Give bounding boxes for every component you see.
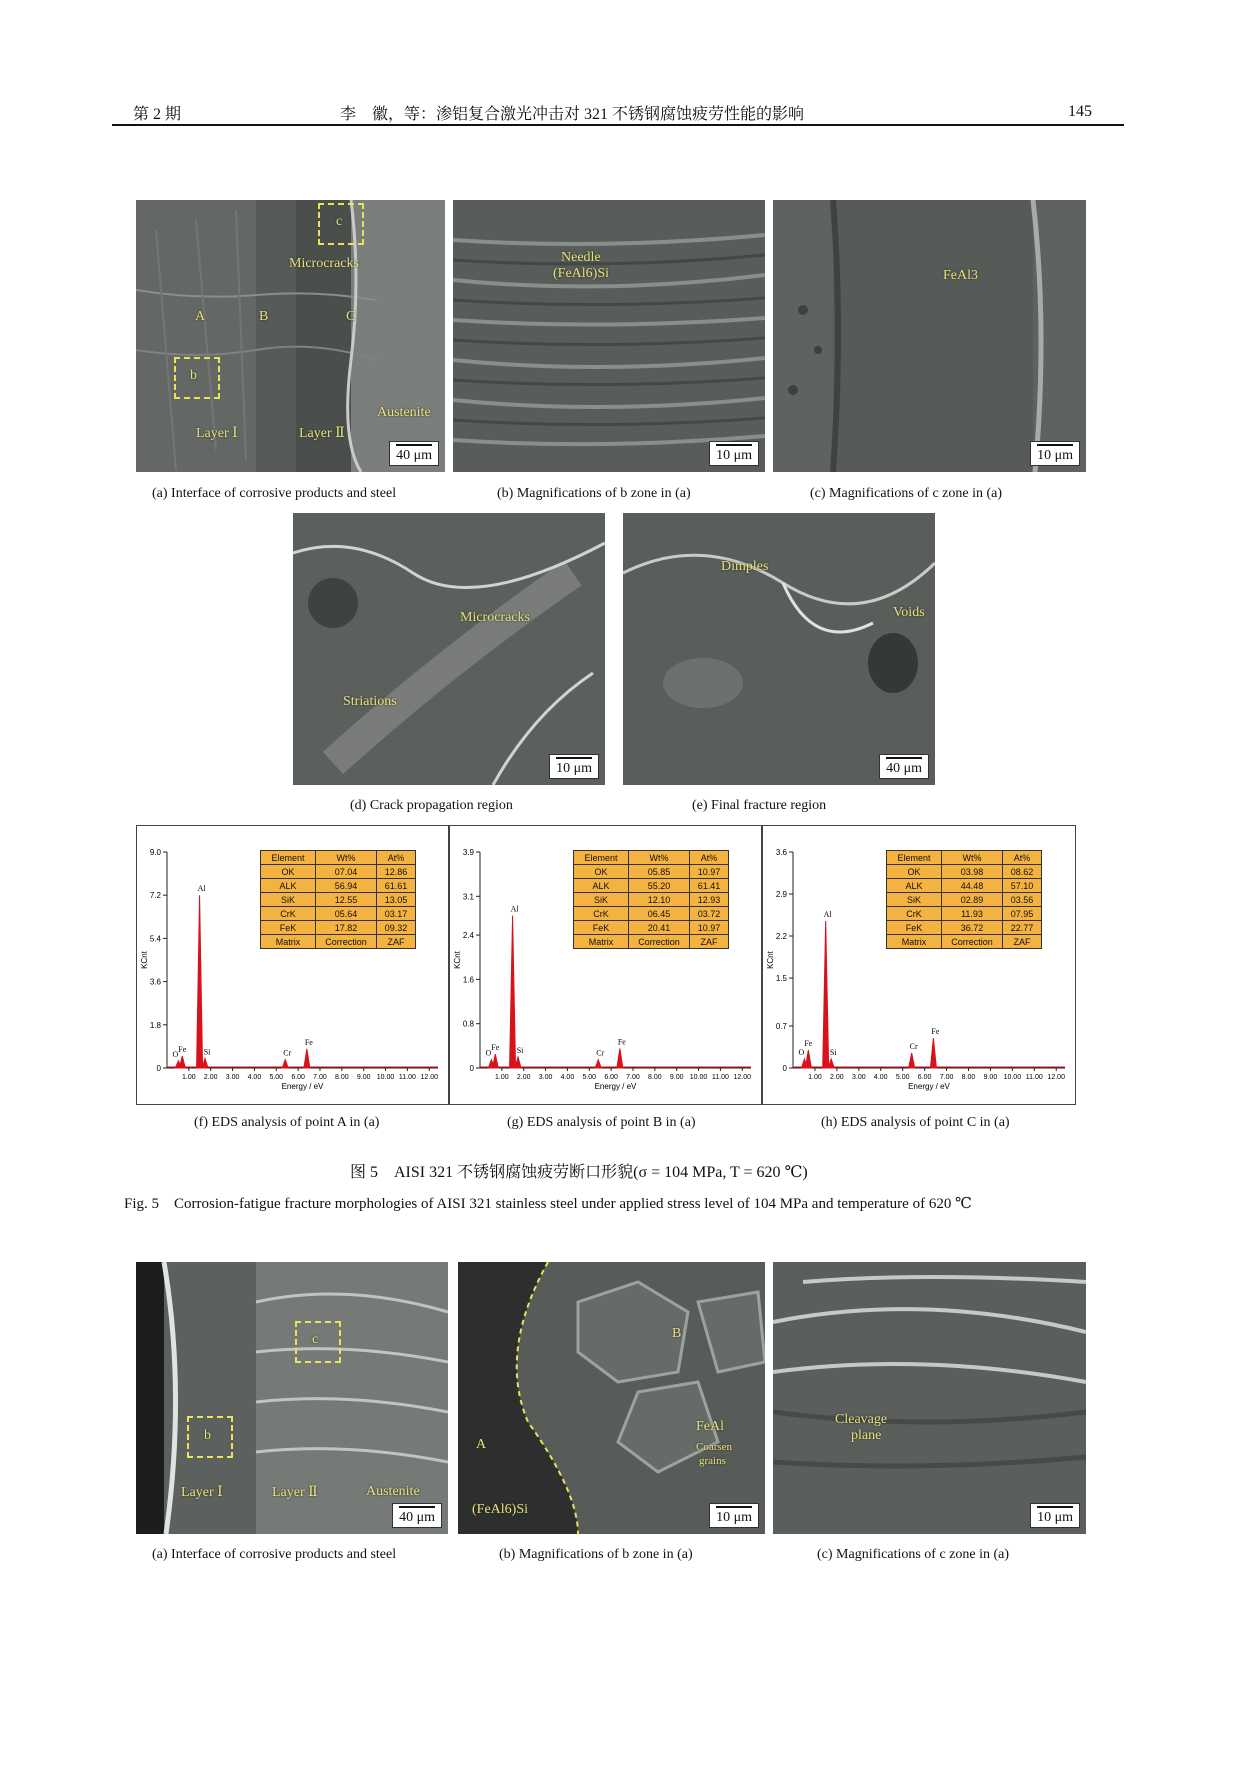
- peak-label: Al: [197, 884, 206, 894]
- x-tick-label: 9.00: [669, 1074, 684, 1081]
- header-rule: [112, 124, 1124, 126]
- table-row: [887, 935, 1042, 949]
- table-cell: Matrix: [261, 935, 316, 949]
- figure-5-caption-cn: 图 5 AISI 321 不锈钢腐蚀疲劳断口形貌(σ = 104 MPa, T = 620 ℃): [350, 1164, 808, 1181]
- feal6si-label: (FeAl6)Si: [472, 1502, 528, 1517]
- y-tick-label: 7.2: [149, 891, 161, 901]
- scale-bar: 10 μm: [709, 441, 759, 466]
- y-axis-label: KCnt: [766, 951, 775, 969]
- needle-label: Needle: [561, 250, 601, 265]
- table-cell: 12.86: [377, 865, 416, 879]
- peak-label: Fe: [931, 1027, 940, 1036]
- table-row: [574, 935, 729, 949]
- table-cell: 06.45: [629, 907, 690, 921]
- spectrum-peak: [823, 921, 829, 1068]
- x-axis-label: Energy / eV: [281, 1082, 324, 1091]
- table-cell: SiK: [887, 893, 942, 907]
- table-cell: ALK: [574, 879, 629, 893]
- point-a-label: A: [476, 1437, 487, 1452]
- point-b-label: B: [259, 309, 269, 324]
- sem-image-5e: [623, 513, 935, 785]
- table-cell: CrK: [887, 907, 942, 921]
- table-cell: ALK: [261, 879, 316, 893]
- scale-bar: 40 μm: [392, 1503, 442, 1528]
- table-cell: At%: [690, 851, 729, 865]
- scale-bar: 10 μm: [1030, 1503, 1080, 1528]
- table-cell: 02.89: [942, 893, 1003, 907]
- table-cell: FeK: [261, 921, 316, 935]
- caption-5h: (h) EDS analysis of point C in (a): [821, 1115, 1010, 1130]
- sem-image-5b: [453, 200, 765, 472]
- x-tick-label: 12.00: [1047, 1074, 1065, 1081]
- table-cell: 10.97: [690, 865, 729, 879]
- table-cell: ZAF: [1003, 935, 1042, 949]
- x-tick-label: 4.00: [873, 1074, 888, 1081]
- point-c-label: C: [346, 309, 356, 324]
- table-cell: Matrix: [574, 935, 629, 949]
- running-title: 李 徽，等：渗铝复合激光冲击对 321 不锈钢腐蚀疲劳性能的影响: [340, 106, 805, 123]
- peak-label: Fe: [617, 1037, 626, 1047]
- table-cell: 57.10: [1003, 879, 1042, 893]
- dimples-label: Dimples: [721, 559, 769, 574]
- spectrum-peak: [304, 1049, 310, 1068]
- coarsen-label: Coarsen: [696, 1441, 733, 1453]
- spectrum-peak: [179, 1056, 185, 1068]
- scale-bar: 10 μm: [549, 754, 599, 779]
- table-cell: Wt%: [629, 851, 690, 865]
- y-tick-label: 0: [469, 1064, 474, 1073]
- caption-6b: (b) Magnifications of b zone in (a): [499, 1547, 693, 1562]
- y-tick-label: 3.9: [462, 848, 474, 857]
- peak-label: O: [485, 1048, 492, 1058]
- table-row: [574, 893, 729, 907]
- table-cell: 44.48: [942, 879, 1003, 893]
- table-row: [261, 865, 416, 879]
- peak-label: Al: [823, 910, 832, 919]
- y-tick-label: 0.7: [775, 1022, 787, 1031]
- x-tick-label: 5.00: [269, 1074, 284, 1081]
- x-tick-label: 1.00: [495, 1074, 509, 1081]
- table-cell: OK: [261, 865, 316, 879]
- y-tick-label: 0: [156, 1064, 161, 1073]
- sem-image-6a: [136, 1262, 448, 1534]
- x-tick-label: 7.00: [939, 1074, 954, 1081]
- x-tick-label: 5.00: [895, 1074, 910, 1081]
- table-cell: 03.56: [1003, 893, 1042, 907]
- x-tick-label: 1.00: [182, 1074, 196, 1081]
- scale-bar: 10 μm: [709, 1503, 759, 1528]
- x-tick-label: 6.00: [604, 1074, 618, 1081]
- microcracks-label: Microcracks: [289, 256, 359, 271]
- table-cell: OK: [574, 865, 629, 879]
- table-cell: Wt%: [942, 851, 1003, 865]
- table-row: [887, 893, 1042, 907]
- table-row: [261, 851, 416, 865]
- sem-image-6c: [773, 1262, 1086, 1534]
- caption-5f: (f) EDS analysis of point A in (a): [194, 1115, 380, 1130]
- y-axis-label: KCnt: [453, 951, 462, 969]
- table-cell: 61.61: [377, 879, 416, 893]
- x-tick-label: 11.00: [1025, 1074, 1043, 1081]
- x-tick-label: 4.00: [247, 1074, 262, 1081]
- table-row: [574, 907, 729, 921]
- eds-composition-table: [260, 850, 416, 949]
- x-tick-label: 10.00: [376, 1074, 395, 1081]
- y-tick-label: 0: [782, 1064, 787, 1073]
- peak-label: Al: [510, 904, 519, 914]
- caption-5a: (a) Interface of corrosive products and steel: [152, 486, 397, 501]
- caption-5e: (e) Final fracture region: [692, 798, 827, 813]
- sem-image-6b: [458, 1262, 765, 1534]
- y-tick-label: 2.4: [462, 931, 474, 941]
- caption-5d: (d) Crack propagation region: [350, 798, 513, 813]
- y-axis-label: KCnt: [140, 951, 149, 969]
- table-cell: 36.72: [942, 921, 1003, 935]
- table-cell: 08.62: [1003, 865, 1042, 879]
- table-row: [887, 907, 1042, 921]
- x-tick-label: 10.00: [1003, 1074, 1022, 1081]
- spectrum-peak: [617, 1049, 623, 1068]
- scale-bar: 40 μm: [389, 441, 439, 466]
- table-row: [261, 921, 416, 935]
- table-row: [887, 879, 1042, 893]
- x-tick-label: 6.00: [291, 1074, 305, 1081]
- table-cell: 07.95: [1003, 907, 1042, 921]
- x-tick-label: 12.00: [733, 1074, 752, 1081]
- table-cell: 12.10: [629, 893, 690, 907]
- x-tick-label: 8.00: [335, 1074, 349, 1081]
- x-tick-label: 5.00: [582, 1074, 597, 1081]
- x-tick-label: 2.00: [203, 1074, 218, 1081]
- y-tick-label: 3.1: [462, 892, 474, 902]
- x-tick-label: 6.00: [917, 1074, 932, 1081]
- x-tick-label: 2.00: [830, 1074, 844, 1081]
- x-axis-label: Energy / eV: [594, 1082, 637, 1091]
- sem-image-5c: [773, 200, 1086, 472]
- plane-label: plane: [851, 1428, 882, 1443]
- table-cell: 61.41: [690, 879, 729, 893]
- page-number: 145: [1068, 103, 1092, 120]
- peak-label: Fe: [804, 1039, 813, 1048]
- caption-6c: (c) Magnifications of c zone in (a): [817, 1547, 1010, 1562]
- peak-label: Si: [203, 1047, 211, 1057]
- table-cell: Correction: [629, 935, 690, 949]
- x-tick-label: 11.00: [398, 1074, 416, 1081]
- layer-2-label: Layer Ⅱ: [299, 426, 345, 441]
- eds-chart-f: [136, 825, 449, 1105]
- y-tick-label: 1.8: [149, 1020, 161, 1030]
- x-tick-label: 2.00: [516, 1074, 531, 1081]
- table-cell: 20.41: [629, 921, 690, 935]
- table-cell: OK: [887, 865, 942, 879]
- table-cell: 03.98: [942, 865, 1003, 879]
- x-tick-label: 9.00: [356, 1074, 371, 1081]
- table-cell: 11.93: [942, 907, 1003, 921]
- spectrum-peak: [197, 895, 203, 1068]
- table-cell: ZAF: [690, 935, 729, 949]
- sem-image-5a: [136, 200, 445, 472]
- table-cell: 56.94: [316, 879, 377, 893]
- zone-b-label: b: [190, 368, 197, 383]
- peak-label: Fe: [491, 1043, 500, 1053]
- table-cell: 12.93: [690, 893, 729, 907]
- table-row: [887, 865, 1042, 879]
- table-cell: 09.32: [377, 921, 416, 935]
- table-cell: 05.85: [629, 865, 690, 879]
- x-tick-label: 11.00: [711, 1074, 729, 1081]
- caption-5b: (b) Magnifications of b zone in (a): [497, 486, 691, 501]
- point-a-label: A: [195, 309, 206, 324]
- spectrum-peak: [492, 1054, 498, 1068]
- table-cell: Matrix: [887, 935, 942, 949]
- table-row: [574, 921, 729, 935]
- spectrum-peak: [805, 1050, 811, 1068]
- peak-label: O: [172, 1049, 179, 1059]
- peak-label: O: [798, 1048, 805, 1057]
- eds-composition-table: [886, 850, 1042, 949]
- table-row: [574, 879, 729, 893]
- x-tick-label: 8.00: [648, 1074, 662, 1081]
- x-tick-label: 1.00: [808, 1074, 822, 1081]
- x-tick-label: 3.00: [225, 1074, 240, 1081]
- table-cell: FeK: [887, 921, 942, 935]
- figure-5-caption-en: Fig. 5 Corrosion-fatigue fracture morphologies of AISI 321 stainless steel under applied stress level of 104 MPa and temperature of 620 ℃: [124, 1196, 972, 1212]
- table-cell: 12.55: [316, 893, 377, 907]
- table-cell: Wt%: [316, 851, 377, 865]
- table-cell: Element: [574, 851, 629, 865]
- zone-c-label: c: [336, 214, 343, 229]
- issue-number: 第 2 期: [133, 106, 182, 123]
- spectrum-peak: [909, 1053, 915, 1068]
- layer-2-label: Layer Ⅱ: [272, 1485, 318, 1500]
- table-row: [261, 879, 416, 893]
- peak-label: Cr: [596, 1048, 605, 1058]
- table-cell: 03.17: [377, 907, 416, 921]
- scale-bar: 10 μm: [1030, 441, 1080, 466]
- y-tick-label: 2.9: [775, 890, 787, 899]
- peak-label: Si: [516, 1045, 524, 1055]
- caption-5c: (c) Magnifications of c zone in (a): [810, 486, 1003, 501]
- table-cell: At%: [377, 851, 416, 865]
- table-cell: 13.05: [377, 893, 416, 907]
- table-cell: Element: [261, 851, 316, 865]
- austenite-label: Austenite: [366, 1484, 420, 1499]
- eds-chart-g: [449, 825, 762, 1105]
- peak-label: Cr: [283, 1048, 292, 1058]
- x-axis-label: Energy / eV: [908, 1082, 950, 1091]
- table-cell: 10.97: [690, 921, 729, 935]
- table-cell: 05.64: [316, 907, 377, 921]
- table-cell: Correction: [316, 935, 377, 949]
- sem-image-5d: [293, 513, 605, 785]
- peak-label: Cr: [909, 1042, 918, 1051]
- table-cell: Correction: [942, 935, 1003, 949]
- table-cell: 22.77: [1003, 921, 1042, 935]
- table-row: [574, 851, 729, 865]
- table-cell: At%: [1003, 851, 1042, 865]
- zone-b-label: b: [204, 1428, 211, 1443]
- x-tick-label: 8.00: [961, 1074, 976, 1081]
- point-b-label: B: [672, 1326, 682, 1341]
- peak-label: Fe: [178, 1045, 187, 1054]
- caption-6a: (a) Interface of corrosive products and steel: [152, 1547, 397, 1562]
- table-row: [887, 921, 1042, 935]
- zone-c-label: c: [312, 1332, 319, 1347]
- eds-composition-table: [573, 850, 729, 949]
- microcracks-label: Microcracks: [460, 610, 530, 625]
- x-tick-label: 12.00: [420, 1074, 439, 1081]
- striations-label: Striations: [343, 694, 397, 709]
- table-row: [261, 893, 416, 907]
- feal-label: FeAl: [696, 1419, 724, 1434]
- table-cell: 55.20: [629, 879, 690, 893]
- y-tick-label: 3.6: [149, 977, 161, 987]
- table-row: [261, 907, 416, 921]
- peak-label: Fe: [304, 1037, 313, 1047]
- table-cell: SiK: [574, 893, 629, 907]
- zone-b-box: [174, 357, 220, 399]
- x-tick-label: 10.00: [689, 1074, 708, 1081]
- y-tick-label: 9.0: [149, 848, 161, 857]
- needle-phase-label: (FeAl6)Si: [553, 266, 609, 281]
- x-tick-label: 3.00: [538, 1074, 553, 1081]
- table-row: [574, 865, 729, 879]
- table-cell: SiK: [261, 893, 316, 907]
- table-cell: 07.04: [316, 865, 377, 879]
- table-cell: ALK: [887, 879, 942, 893]
- y-tick-label: 1.5: [775, 974, 787, 983]
- layer-1-label: Layer Ⅰ: [196, 426, 238, 441]
- x-tick-label: 9.00: [983, 1074, 998, 1081]
- spectrum-peak: [510, 916, 516, 1068]
- scale-bar: 40 μm: [879, 754, 929, 779]
- x-tick-label: 7.00: [626, 1074, 640, 1081]
- table-cell: ZAF: [377, 935, 416, 949]
- eds-chart-h: [762, 825, 1076, 1105]
- x-tick-label: 3.00: [851, 1074, 866, 1081]
- grains-label: grains: [699, 1455, 726, 1467]
- x-tick-label: 7.00: [313, 1074, 327, 1081]
- austenite-label: Austenite: [377, 405, 431, 420]
- table-row: [887, 851, 1042, 865]
- y-tick-label: 3.6: [775, 848, 787, 857]
- peak-label: Si: [829, 1048, 837, 1057]
- caption-5g: (g) EDS analysis of point B in (a): [507, 1115, 696, 1130]
- table-cell: 03.72: [690, 907, 729, 921]
- y-tick-label: 2.2: [775, 932, 787, 941]
- spectrum-peak: [930, 1038, 936, 1068]
- feal3-label: FeAl3: [943, 268, 978, 283]
- layer-1-label: Layer Ⅰ: [181, 1485, 223, 1500]
- table-cell: CrK: [261, 907, 316, 921]
- y-tick-label: 5.4: [149, 934, 161, 944]
- table-cell: Element: [887, 851, 942, 865]
- y-tick-label: 0.8: [462, 1019, 474, 1029]
- cleavage-label: Cleavage: [835, 1412, 888, 1427]
- table-row: [261, 935, 416, 949]
- table-cell: 17.82: [316, 921, 377, 935]
- x-tick-label: 4.00: [560, 1074, 575, 1081]
- y-tick-label: 1.6: [462, 975, 474, 985]
- table-cell: FeK: [574, 921, 629, 935]
- voids-label: Voids: [893, 605, 925, 620]
- table-cell: CrK: [574, 907, 629, 921]
